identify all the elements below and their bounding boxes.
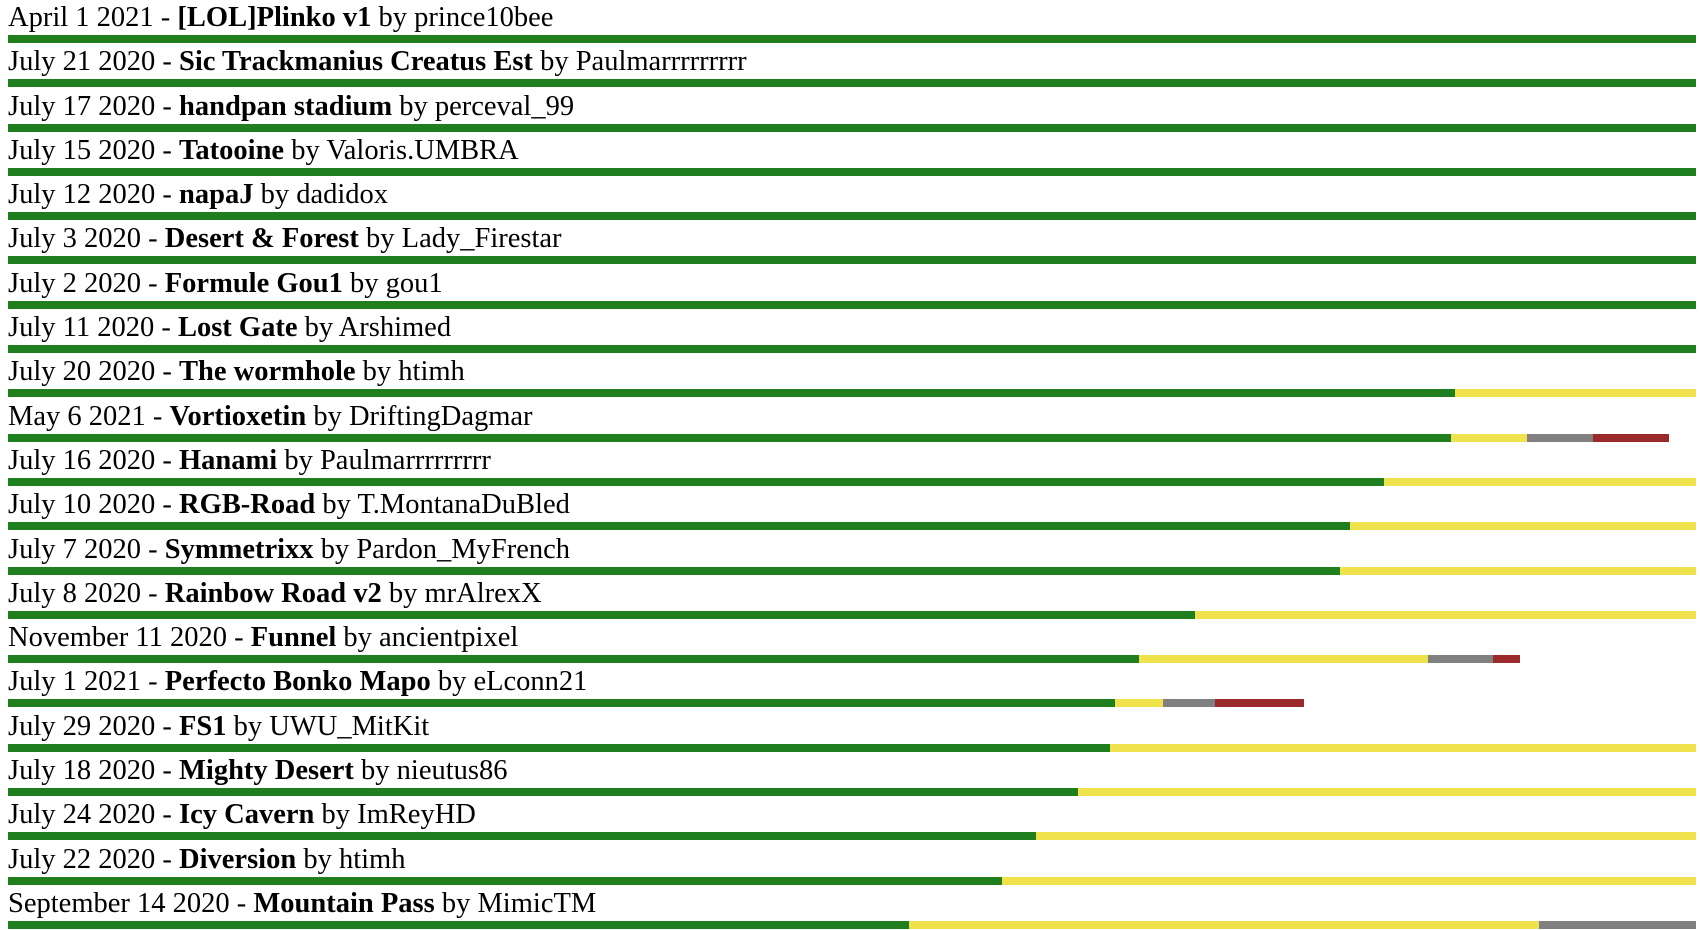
progress-segment-finished	[8, 522, 1350, 530]
map-label	[8, 843, 405, 877]
map-label	[8, 45, 747, 79]
by-separator: by	[297, 312, 339, 344]
map-author: Lady_Firestar	[401, 223, 562, 255]
date-separator: -	[155, 755, 180, 787]
progress-segment-finished	[8, 389, 1455, 397]
by-separator: by	[336, 622, 380, 654]
progress-segment-finished	[8, 921, 909, 929]
map-date: July 10 2020	[8, 489, 156, 521]
progress-bar	[8, 35, 1696, 43]
by-separator: by	[314, 799, 358, 831]
map-date: July 15 2020	[8, 134, 156, 166]
date-separator: -	[155, 444, 180, 476]
map-title: FS1	[179, 710, 227, 742]
map-title: Formule Gou1	[164, 267, 343, 299]
progress-bar	[8, 611, 1696, 619]
progress-segment-finished	[8, 434, 1451, 442]
map-title: handpan stadium	[179, 90, 393, 122]
map-entry	[8, 842, 1696, 886]
map-entry	[8, 886, 1696, 930]
map-date: July 2 2020	[8, 267, 142, 299]
progress-segment-finished	[8, 212, 1696, 220]
map-title: Symmetrixx	[164, 533, 314, 565]
progress-bar	[8, 744, 1696, 752]
progress-segment-finished	[8, 256, 1696, 264]
map-author: prince10bee	[414, 2, 554, 33]
progress-bar	[8, 478, 1696, 486]
progress-bar	[8, 256, 1696, 264]
map-title: Perfecto Bonko Mapo	[164, 666, 431, 698]
progress-segment-partial	[1195, 611, 1696, 619]
map-entry	[8, 266, 1696, 310]
progress-segment-partial	[1455, 389, 1696, 397]
progress-segment-failed	[1215, 699, 1304, 707]
map-title: Desert & Forest	[164, 223, 359, 255]
date-separator: -	[155, 356, 180, 388]
progress-segment-finished	[8, 35, 1696, 43]
progress-segment-partial	[1340, 567, 1696, 575]
map-progress-list	[8, 0, 1696, 930]
date-separator: -	[155, 90, 180, 122]
by-separator: by	[313, 533, 357, 565]
map-title: Lost Gate	[177, 312, 298, 344]
progress-segment-finished	[8, 699, 1115, 707]
map-label	[8, 754, 508, 788]
progress-segment-finished	[8, 788, 1078, 796]
date-separator: -	[229, 887, 254, 919]
progress-segment-partial	[1350, 522, 1696, 530]
progress-bar	[8, 877, 1696, 885]
date-separator: -	[155, 179, 180, 211]
map-title: Vortioxetin	[169, 400, 307, 432]
map-date: July 3 2020	[8, 223, 142, 255]
progress-bar	[8, 301, 1696, 309]
progress-bar	[8, 832, 1696, 840]
map-entry	[8, 44, 1696, 88]
progress-bar	[8, 434, 1696, 442]
map-date: July 7 2020	[8, 533, 142, 565]
map-label	[8, 665, 587, 699]
progress-segment-unknown	[1539, 921, 1696, 929]
date-separator: -	[155, 489, 180, 521]
map-title: napaJ	[179, 179, 254, 211]
map-title: Icy Cavern	[179, 799, 315, 831]
progress-segment-partial	[1110, 744, 1696, 752]
map-label	[8, 798, 476, 832]
progress-segment-partial	[909, 921, 1539, 929]
map-author: Valoris.UMBRA	[326, 134, 519, 166]
by-separator: by	[226, 710, 270, 742]
map-date: July 11 2020	[8, 312, 155, 344]
date-separator: -	[141, 577, 165, 609]
map-label	[8, 400, 533, 434]
map-label	[8, 178, 388, 212]
by-separator: by	[315, 489, 358, 521]
map-date: July 16 2020	[8, 444, 156, 476]
progress-segment-failed	[1493, 655, 1520, 663]
map-date: July 20 2020	[8, 356, 156, 388]
progress-segment-partial	[1139, 655, 1428, 663]
progress-segment-finished	[8, 611, 1195, 619]
map-entry	[8, 709, 1696, 753]
progress-bar	[8, 168, 1696, 176]
map-author: htimh	[398, 356, 465, 388]
progress-segment-finished	[8, 478, 1384, 486]
map-title: Hanami	[179, 444, 278, 476]
progress-segment-partial	[1002, 877, 1696, 885]
map-entry	[8, 664, 1696, 708]
progress-bar	[8, 212, 1696, 220]
map-author: Pardon_MyFrench	[356, 533, 571, 565]
map-date: July 24 2020	[8, 799, 156, 831]
progress-segment-failed	[1593, 434, 1669, 442]
by-separator: by	[353, 755, 397, 787]
map-title: Tatooine	[179, 134, 285, 166]
date-separator: -	[145, 400, 170, 432]
map-date: July 8 2020	[8, 577, 142, 609]
map-entry	[8, 354, 1696, 398]
progress-bar	[8, 124, 1696, 132]
map-label	[8, 710, 429, 744]
map-title: Sic Trackmanius Creatus Est	[179, 46, 533, 78]
map-title: RGB-Road	[179, 489, 316, 521]
map-author: perceval_99	[434, 90, 575, 122]
progress-segment-partial	[1384, 478, 1696, 486]
progress-bar	[8, 345, 1696, 353]
progress-bar	[8, 788, 1696, 796]
map-label	[8, 1, 553, 35]
map-entry	[8, 753, 1696, 797]
by-separator: by	[381, 577, 425, 609]
date-separator: -	[155, 799, 180, 831]
date-separator: -	[141, 533, 165, 565]
map-label	[8, 621, 518, 655]
progress-segment-finished	[8, 832, 1036, 840]
progress-segment-partial	[1078, 788, 1696, 796]
map-date: April 1 2021	[8, 2, 154, 33]
progress-segment-unknown	[1163, 699, 1215, 707]
map-author: mrAlrexX	[424, 577, 542, 609]
progress-segment-finished	[8, 744, 1110, 752]
map-date: July 1 2021	[8, 666, 142, 698]
map-author: dadidox	[296, 179, 389, 211]
map-author: T.MontanaDuBled	[357, 489, 570, 521]
map-author: UWU_MitKit	[269, 710, 430, 742]
map-date: July 22 2020	[8, 843, 156, 875]
map-title: Rainbow Road v2	[164, 577, 382, 609]
by-separator: by	[296, 843, 339, 875]
date-separator: -	[155, 843, 180, 875]
map-author: ImReyHD	[357, 799, 476, 831]
map-author: Paulmarrrrrrrrr	[319, 444, 491, 476]
progress-bar	[8, 699, 1696, 707]
map-entry	[8, 89, 1696, 133]
progress-bar	[8, 655, 1696, 663]
progress-bar	[8, 79, 1696, 87]
map-label	[8, 222, 562, 256]
map-label	[8, 355, 465, 389]
map-date: July 29 2020	[8, 710, 156, 742]
date-separator: -	[226, 622, 251, 654]
map-date: November 11 2020	[8, 622, 227, 654]
map-entry	[8, 487, 1696, 531]
map-author: ancientpixel	[379, 622, 519, 654]
progress-segment-unknown	[1527, 434, 1593, 442]
progress-segment-partial	[1451, 434, 1527, 442]
progress-bar	[8, 921, 1696, 929]
map-author: Paulmarrrrrrrrr	[575, 46, 747, 78]
date-separator: -	[153, 2, 178, 33]
by-separator: by	[434, 887, 478, 919]
map-entry	[8, 576, 1696, 620]
progress-segment-unknown	[1428, 655, 1494, 663]
map-date: July 18 2020	[8, 755, 156, 787]
by-separator: by	[342, 267, 386, 299]
map-entry	[8, 443, 1696, 487]
map-date: September 14 2020	[8, 887, 230, 919]
map-author: nieutus86	[396, 755, 508, 787]
progress-bar	[8, 522, 1696, 530]
progress-segment-partial	[1115, 699, 1162, 707]
map-title: Mighty Desert	[179, 755, 354, 787]
map-entry	[8, 532, 1696, 576]
map-date: July 12 2020	[8, 179, 156, 211]
map-author: DriftingDagmar	[348, 400, 533, 432]
progress-segment-finished	[8, 79, 1696, 87]
by-separator: by	[277, 444, 320, 476]
map-label	[8, 533, 570, 567]
progress-segment-finished	[8, 124, 1696, 132]
by-separator: by	[358, 223, 402, 255]
progress-bar	[8, 389, 1696, 397]
map-author: MimicTM	[477, 887, 597, 919]
map-entry	[8, 797, 1696, 841]
map-label	[8, 311, 451, 345]
map-title: Mountain Pass	[253, 887, 435, 919]
date-separator: -	[141, 666, 165, 698]
map-title: The wormhole	[179, 356, 356, 388]
progress-segment-partial	[1036, 832, 1696, 840]
date-separator: -	[141, 223, 165, 255]
map-title: Diversion	[179, 843, 297, 875]
map-entry	[8, 399, 1696, 443]
by-separator: by	[430, 666, 474, 698]
map-entry	[8, 0, 1696, 44]
by-separator: by	[284, 134, 327, 166]
by-separator: by	[392, 90, 435, 122]
by-separator: by	[371, 2, 415, 33]
map-label	[8, 577, 542, 611]
map-date: May 6 2021	[8, 400, 146, 432]
by-separator: by	[355, 356, 399, 388]
by-separator: by	[253, 179, 297, 211]
map-author: htimh	[338, 843, 406, 875]
map-date: July 21 2020	[8, 46, 156, 78]
map-label	[8, 488, 570, 522]
progress-segment-finished	[8, 301, 1696, 309]
map-date: July 17 2020	[8, 90, 156, 122]
map-entry	[8, 221, 1696, 265]
map-label	[8, 444, 491, 478]
progress-segment-finished	[8, 345, 1696, 353]
date-separator: -	[155, 710, 180, 742]
map-title: Funnel	[250, 622, 337, 654]
map-label	[8, 267, 443, 301]
progress-segment-finished	[8, 567, 1340, 575]
map-label	[8, 887, 596, 921]
map-label	[8, 90, 574, 124]
date-separator: -	[141, 267, 165, 299]
map-author: gou1	[385, 267, 443, 299]
progress-segment-finished	[8, 877, 1002, 885]
map-entry	[8, 620, 1696, 664]
map-label	[8, 134, 519, 168]
by-separator: by	[532, 46, 576, 78]
by-separator: by	[306, 400, 349, 432]
map-title: [LOL]Plinko v1	[177, 2, 372, 33]
progress-bar	[8, 567, 1696, 575]
date-separator: -	[155, 134, 180, 166]
date-separator: -	[155, 46, 180, 78]
map-entry	[8, 177, 1696, 221]
progress-segment-finished	[8, 655, 1139, 663]
date-separator: -	[154, 312, 178, 344]
progress-segment-finished	[8, 168, 1696, 176]
map-author: Arshimed	[338, 312, 452, 344]
map-entry	[8, 310, 1696, 354]
map-author: eLconn21	[473, 666, 588, 698]
map-entry	[8, 133, 1696, 177]
